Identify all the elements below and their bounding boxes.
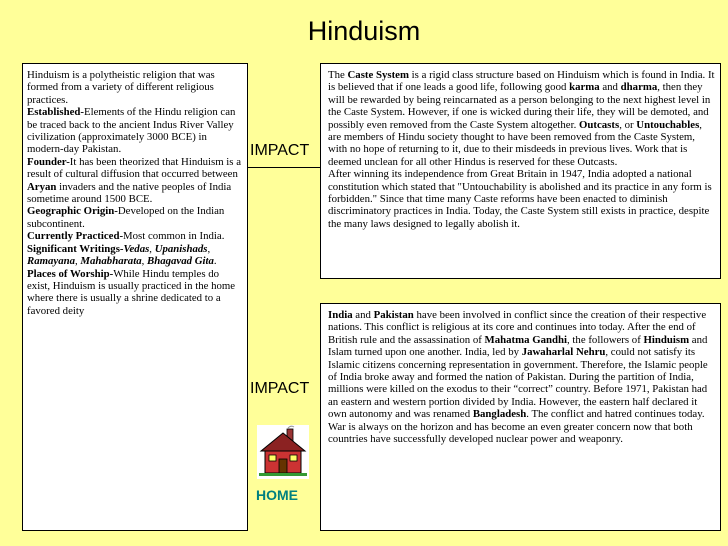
outcasts-term: Outcasts: [578, 118, 620, 131]
conflict-text-1: and: [352, 309, 374, 321]
established-label: Established-: [27, 106, 84, 119]
impact-link-conflict[interactable]: IMPACT: [250, 380, 310, 397]
writings-entry: Significant Writings-Vedas, Upanishads, Ramayana, Mahabharata, Bhagavad Gita.: [27, 242, 217, 268]
practiced-label: Currently Practiced-: [27, 230, 124, 243]
writings-label: Significant Writings-: [27, 242, 124, 255]
caste-system-term: Caste System: [347, 69, 409, 81]
conflict-text-5: , could not satisfy its Islamic citizens concerning representation in government. Therefore, the Islamic people of India broke away and formed the nation of Pakistan. During the partition of India, millions were killed on the exodus to their “correct” country. Before 1971, Pakistan had an eastern and western portion divided by India. However, the eastern half declared it own autonomy and was renamed: [328, 346, 708, 421]
worship-entry: [27, 268, 242, 318]
practiced-entry: [27, 230, 242, 242]
writing-ramayana: Ramayana: [27, 255, 75, 268]
conflict-paragraph: [328, 309, 715, 445]
writing-gita: Bhagavad Gita: [147, 255, 214, 268]
caste-text-6: , are members of Hindu society thought to have been removed from the Caste System, with no hope of returning to it, due to their misdeeds in previous lives. Work that is deemed unclean for all other Hindus is reserved for these Outcasts.: [328, 118, 702, 168]
established-entry: [27, 106, 242, 156]
impact-link-caste[interactable]: IMPACT: [250, 142, 310, 159]
house-icon: [257, 425, 309, 479]
pakistan-term: Pakistan: [373, 309, 414, 321]
caste-text-1: The: [328, 69, 348, 81]
untouchables-term: Untouchables: [636, 118, 700, 131]
india-pakistan-conflict-panel: [320, 303, 721, 531]
impact-connector-line: [248, 167, 320, 168]
india-term: India: [328, 309, 353, 321]
gandhi-term: Mahatma Gandhi: [484, 333, 568, 346]
founder-text-2: invaders and the native peoples of India sometime around 1500 BCE.: [27, 180, 232, 206]
conflict-text-6: . The conflict and hatred continues today. War is always on the horizon and has become an even greater concern now that both countries have successfully developed nuclear power and weaponry.: [328, 408, 705, 446]
caste-text-4: , then they will be rewarded by being reincarnated as a person belonging to the next highest level in the Caste System. However, if one is wicked during their life, they will be demoted, and possibly even removed from the Caste System altogether.: [328, 81, 711, 131]
caste-text-3: and: [599, 81, 621, 94]
conflict-text-3: , the followers of: [567, 333, 644, 346]
conflict-text-4: and Islam turned upon one another. India, led by: [328, 333, 708, 359]
bangladesh-term: Bangladesh: [472, 408, 527, 421]
caste-system-panel: [320, 63, 721, 279]
hinduism-term: Hinduism: [643, 333, 690, 346]
home-link[interactable]: HOME: [256, 487, 298, 503]
home-house-icon[interactable]: [257, 425, 309, 479]
worship-text: While Hindu temples do exist, Hinduism is usually practiced in the home where there is usually a shrine dedicated to a favored deity: [27, 267, 236, 317]
founder-aryan: Aryan: [27, 180, 57, 193]
practiced-text: Most common in India.: [123, 230, 225, 243]
dharma-term: dharma: [620, 81, 658, 94]
founder-label: Founder-: [27, 155, 70, 168]
caste-paragraph-1: [328, 69, 715, 168]
founder-entry: [27, 156, 242, 206]
origin-entry: [27, 205, 242, 230]
origin-text: Developed on the Indian subcontinent.: [27, 205, 225, 230]
karma-term: karma: [569, 81, 600, 94]
writing-vedas: Vedas: [123, 242, 150, 255]
intro-text: Hinduism is a polytheistic religion that was formed from a variety of different religious practices.: [27, 69, 215, 106]
page-title: Hinduism: [307, 16, 421, 46]
writing-mahabharata: Mahabharata: [80, 255, 142, 268]
caste-paragraph-2: After winning its independence from Great Britain in 1947, India adopted a national constitution which stated that "Untouchability is abolished and its practice in any form is forbidden." Since that time many Caste reforms have been enacted to diminish discriminatory practices in India. Today, the Caste System still exists in practice, despite the many laws designed to legally abolish it.: [328, 168, 712, 230]
origin-label: Geographic Origin-: [27, 205, 118, 218]
conflict-text-2: have been involved in conflict since the creation of their respective nations. This conflict is religious at its core and continues into today. After the end of British rule and the assassination of: [328, 309, 707, 346]
founder-text-1: It has been theorized that Hinduism is a result of cultural diffusion that occurred between: [27, 155, 242, 181]
caste-text-2: is a rigid class structure based on Hinduism which is found in India. It is believed that if one leads a good life, following good: [328, 69, 715, 94]
established-text: Elements of the Hindu religion can be traced back to the ancient Indus River Valley civilization (approximately 3000 BCE) in modern-day Pakistan.: [27, 106, 236, 156]
writing-upanishads: Upanishads: [154, 242, 208, 255]
overview-panel: [22, 63, 248, 531]
nehru-term: Jawaharlal Nehru: [521, 346, 606, 359]
worship-label: Places of Worship-: [27, 267, 114, 280]
caste-text-5: , or: [619, 118, 637, 131]
